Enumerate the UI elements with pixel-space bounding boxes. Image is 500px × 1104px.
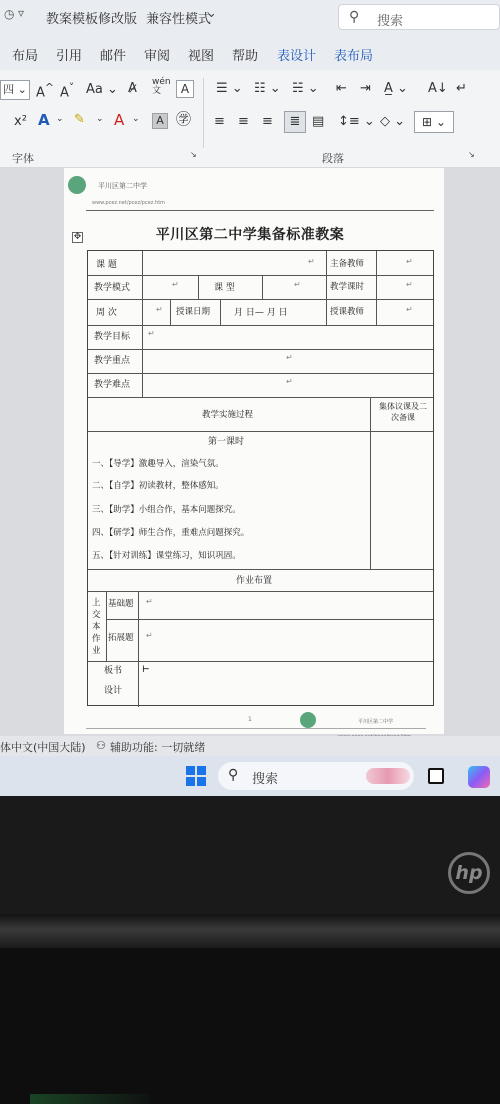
status-bar (0, 736, 500, 756)
paragraph-dialog-launcher-icon[interactable]: ↘ (468, 150, 475, 159)
tab-layout[interactable]: 布局 (12, 49, 39, 64)
text-cursor: ⊢ (142, 665, 150, 675)
compatibility-mode-label: 兼容性模式 (146, 12, 212, 27)
tab-review[interactable]: 审阅 (144, 49, 171, 64)
board-design-label-2: 设计 (104, 686, 123, 696)
tab-help[interactable]: 帮助 (232, 49, 259, 64)
paragraph-mark: ↵ (406, 257, 413, 266)
table-rule (376, 299, 377, 325)
change-case-label: Aa (86, 82, 103, 97)
undo-icon[interactable]: ◷ (4, 7, 15, 21)
change-case-button[interactable]: Aa ⌄ (86, 82, 118, 97)
paragraph-group-label: 段落 (322, 152, 344, 165)
table-rule (88, 373, 433, 374)
task-view-icon[interactable] (428, 768, 444, 784)
instructor-label: 授课教师 (330, 307, 365, 317)
ribbon-separator (203, 78, 204, 148)
document-title: 教案模板修改版 (46, 12, 138, 27)
tab-mailings[interactable]: 邮件 (100, 49, 127, 64)
font-dialog-launcher-icon[interactable]: ↘ (190, 150, 197, 159)
search-icon: ⚲ (228, 767, 239, 783)
phonetic-guide-icon[interactable]: wén 文 (152, 77, 171, 96)
paragraph-mark: ↵ (148, 329, 155, 338)
quick-access-dropdown-icon[interactable]: ▿ (18, 6, 25, 20)
submit-homework-label: 上交本作业 (92, 598, 101, 656)
laptop-hinge (0, 914, 500, 948)
text-effects-dropdown-icon[interactable]: ⌄ (56, 114, 64, 124)
search-placeholder: 搜索 (377, 14, 404, 29)
subject-label: 课 题 (96, 260, 117, 270)
accessibility-status[interactable]: 辅助功能: 一切就绪 (110, 741, 206, 754)
table-rule (88, 397, 433, 398)
footer-school-logo (300, 712, 316, 728)
table-rule (138, 591, 139, 661)
teaching-key-label: 教学重点 (94, 356, 131, 366)
align-center-icon[interactable]: ≡ (238, 114, 249, 129)
paragraph-mark: ↵ (286, 353, 293, 362)
search-highlight-decoration (366, 768, 410, 784)
table-rule (106, 619, 433, 620)
school-logo (68, 176, 86, 194)
tab-table-layout[interactable]: 表布局 (334, 49, 374, 64)
text-effects-icon[interactable]: A (38, 111, 50, 129)
collective-review-label: 集体议课及二次备课 (379, 402, 427, 422)
table-rule (370, 397, 371, 569)
table-rule (88, 661, 433, 662)
tab-references[interactable]: 引用 (56, 49, 83, 64)
accessibility-icon: ⚇ (96, 739, 106, 752)
search-box[interactable] (338, 4, 500, 30)
show-marks-icon[interactable]: ↵ (456, 81, 467, 96)
decrease-indent-icon[interactable]: ⇤ (336, 81, 347, 96)
teaching-date-label: 授课日期 (176, 307, 211, 317)
laptop-keyboard-area (0, 948, 500, 1104)
highlight-dropdown-icon[interactable]: ⌄ (96, 114, 104, 124)
enclose-characters-icon[interactable]: ㊫ (176, 110, 192, 128)
table-rule (326, 275, 327, 325)
windows-start-icon[interactable] (186, 766, 206, 786)
tab-table-design[interactable]: 表设计 (277, 49, 317, 64)
grow-font-icon[interactable]: A^ (36, 81, 54, 101)
table-rule (138, 661, 139, 707)
font-color-dropdown-icon[interactable]: ⌄ (132, 114, 140, 124)
font-size-select[interactable]: 四 ⌄ (0, 80, 30, 100)
teaching-process-label: 教学实施过程 (202, 410, 254, 420)
align-left-icon[interactable]: ≡ (214, 114, 225, 129)
superscript-icon[interactable]: x² (14, 114, 27, 129)
taskbar-search-label: 搜索 (252, 772, 279, 787)
ribbon (0, 70, 500, 168)
ribbon-tabs (0, 34, 500, 70)
highlight-icon[interactable]: ✎ (74, 112, 85, 127)
paragraph-mark: ↵ (172, 280, 179, 289)
paragraph-mark: ↵ (308, 257, 315, 266)
distributed-icon[interactable]: ▤ (312, 114, 325, 129)
page-number: 1 (248, 716, 252, 723)
week-label: 周 次 (96, 308, 117, 318)
table-rule (88, 349, 433, 350)
shrink-font-icon[interactable]: A˅ (60, 81, 75, 101)
table-rule (88, 569, 433, 570)
document-heading: 平川区第二中学集备标准教案 (155, 227, 345, 243)
increase-indent-icon[interactable]: ⇥ (360, 81, 371, 96)
sort-icon[interactable]: A↓ (428, 81, 448, 96)
clear-format-icon[interactable]: A̷ (128, 81, 137, 96)
table-rule (198, 275, 199, 299)
table-move-handle-icon[interactable]: ✥ (73, 232, 82, 242)
table-rule (88, 275, 433, 276)
homework-label: 作业布置 (236, 576, 273, 586)
table-rule (326, 251, 327, 275)
step-item: 四、【研学】师生合作，重难点问题探究。 (92, 528, 250, 538)
borders-button[interactable]: ⊞ ⌄ (414, 111, 454, 133)
table-rule (220, 299, 221, 325)
step-item: 三、【助学】小组合作，基本问题探究。 (92, 505, 241, 515)
table-rule (88, 431, 370, 432)
paragraph-mark: ↵ (406, 305, 413, 314)
paragraph-mark: ↵ (286, 377, 293, 386)
bullets-icon[interactable]: ☰ ⌄ (216, 81, 243, 96)
taskbar (0, 756, 500, 796)
step-item: 一、【导学】激趣导入，渲染气氛。 (92, 459, 224, 469)
font-color-icon[interactable]: A (114, 111, 125, 129)
first-lesson-label: 第一课时 (208, 437, 245, 447)
font-group-label: 字体 (12, 152, 34, 165)
board-design-label: 板书 (104, 666, 123, 676)
chevron-down-icon[interactable]: ⌄ (206, 6, 217, 21)
character-shading-icon[interactable]: A (152, 113, 168, 129)
numbering-icon[interactable]: ☷ ⌄ (254, 81, 281, 96)
date-range-text: 月 日— 月 日 (234, 308, 288, 318)
paragraph-mark: ↵ (156, 305, 163, 314)
teaching-mode-label: 教学模式 (94, 283, 131, 293)
paragraph-mark: ↵ (146, 631, 153, 640)
paragraph-mark: ↵ (406, 280, 413, 289)
table-rule (170, 299, 171, 325)
teaching-goal-label: 教学目标 (94, 332, 131, 342)
justify-icon[interactable]: ≣ (284, 111, 306, 133)
teaching-difficulty-label: 教学难点 (94, 380, 131, 390)
footer-school-name: 平川区第二中学 (358, 719, 394, 725)
paragraph-mark: ↵ (146, 597, 153, 606)
step-item: 五、【针对训练】课堂练习，知识巩固。 (92, 551, 241, 561)
copilot-app-icon[interactable] (468, 766, 490, 788)
header-url: www.pcez.net/pcez/pcez.htm (92, 200, 166, 206)
language-status[interactable]: 体中文(中国大陆) (0, 741, 86, 754)
table-rule (88, 299, 433, 300)
font-size-value: 四 (3, 83, 15, 96)
asian-layout-icon[interactable]: A̲ ⌄ (384, 81, 408, 96)
table-rule (88, 591, 433, 592)
class-hours-label: 教学课时 (330, 282, 365, 292)
taskbar-search[interactable] (218, 762, 414, 790)
lesson-plan-table[interactable] (87, 250, 434, 706)
keyboard-backlight (30, 1094, 150, 1104)
lesson-type-label: 课 型 (214, 283, 235, 293)
table-rule (142, 251, 143, 397)
character-border-icon[interactable]: A (176, 80, 194, 98)
align-right-icon[interactable]: ≡ (262, 114, 273, 129)
footer-rule (86, 728, 426, 729)
table-rule (262, 275, 263, 299)
advanced-questions-label: 拓展题 (108, 633, 134, 643)
step-item: 二、【自学】初读教材，整体感知。 (92, 481, 224, 491)
lead-teacher-label: 主备教师 (330, 259, 365, 269)
shading-icon[interactable]: ◇ ⌄ (380, 114, 406, 129)
line-spacing-icon[interactable]: ↕≡ ⌄ (338, 114, 375, 129)
search-icon: ⚲ (349, 9, 360, 25)
title-bar (0, 0, 500, 34)
multilevel-list-icon[interactable]: ☵ ⌄ (292, 81, 319, 96)
header-school-name: 平川区第二中学 (98, 182, 147, 190)
paragraph-mark: ↵ (294, 280, 301, 289)
hp-logo: hp (448, 852, 490, 894)
tab-view[interactable]: 视图 (188, 49, 215, 64)
table-rule (106, 591, 107, 661)
table-rule (88, 325, 433, 326)
basic-questions-label: 基础题 (108, 599, 134, 609)
header-rule (86, 210, 434, 211)
phonetic-guide-label: wén (152, 77, 171, 87)
